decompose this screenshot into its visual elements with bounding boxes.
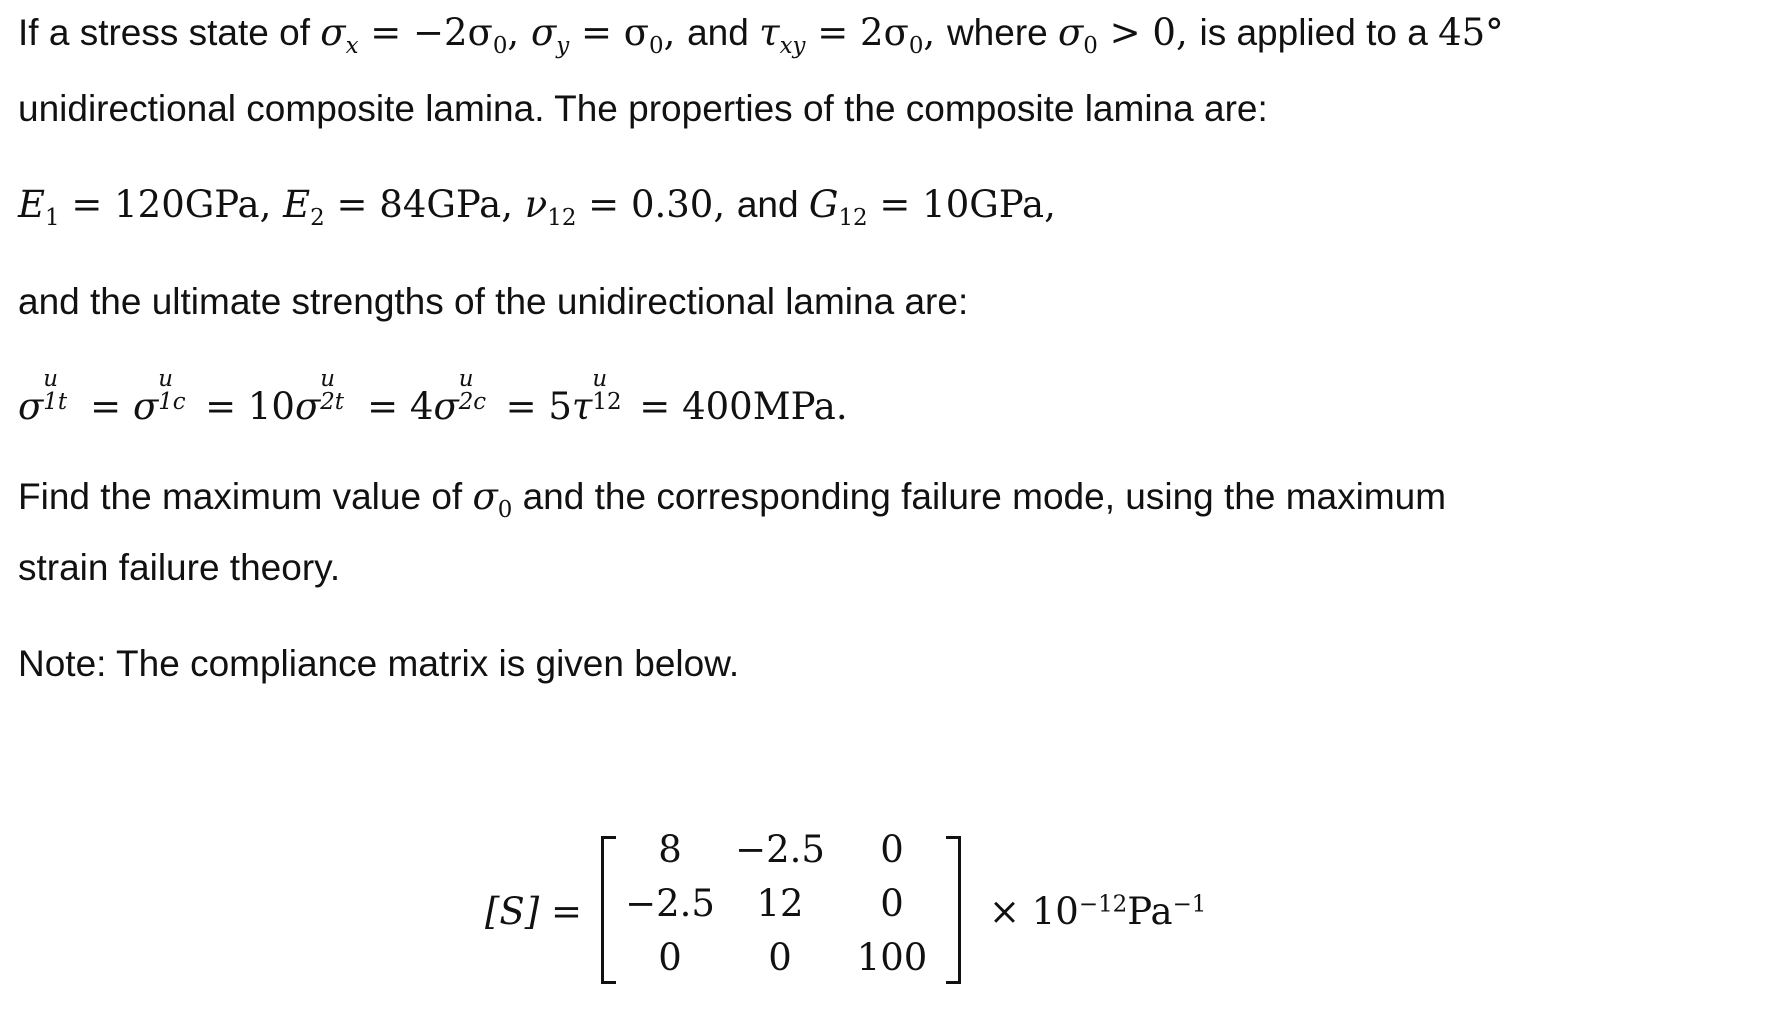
matrix-cell: 0 <box>768 936 792 979</box>
note: Note: The compliance matrix is given below. <box>18 643 740 684</box>
matrix-cell: 0 <box>880 828 904 871</box>
ply-angle: 45° <box>1438 11 1504 54</box>
matrix-cell: −2.5 <box>735 828 825 871</box>
material-properties: $E_1 = 120GPa$, $E_2 = 84GPa$, $\nu_{12} = 0.30$, and $G_{12} = 10GPa$, <box>18 183 1056 232</box>
matrix-scale-factor: × $10^{-12}Pa^{-1}$ <box>989 890 1207 933</box>
matrix-lhs: [S] = <box>485 890 582 933</box>
shear-xy: $\tau_{xy} = 2\sigma_0$, <box>759 11 947 60</box>
problem-statement-line-2: unidirectional composite lamina. The properties of the composite lamina are: <box>18 88 1268 129</box>
problem-statement-line-1 <box>18 11 1504 60</box>
matrix-cell: 0 <box>658 936 682 979</box>
left-bracket <box>601 836 616 984</box>
stress-y: $\sigma_y = \sigma_0$, <box>530 11 688 60</box>
matrix-cell: −2.5 <box>625 882 715 925</box>
compliance-matrix <box>485 828 1285 988</box>
question-line-2: strain failure theory. <box>18 547 341 588</box>
matrix-cell: 100 <box>856 936 928 979</box>
question-line-1: Find the maximum value of $\sigma_0$ and the corresponding failure mode, using the maximum <box>18 475 1447 524</box>
stress-x: $\sigma_x = -2\sigma_0$, <box>320 11 531 60</box>
matrix-body <box>601 828 961 988</box>
matrix-cell: 0 <box>880 882 904 925</box>
text: and <box>687 12 760 53</box>
sigma-zero-condition: $\sigma_0 > 0$, <box>1058 11 1200 60</box>
text: If a stress state of <box>18 12 321 53</box>
strengths-intro: and the ultimate strengths of the unidirectional lamina are: <box>18 281 969 322</box>
text: is applied to a <box>1199 12 1439 53</box>
matrix-cell: 8 <box>658 828 682 871</box>
ultimate-strengths: σ u 1t = σ u 1c = 10σ u 2t = 4σ u 2c = 5τ u 12 = 400MPa. <box>18 365 848 428</box>
matrix-cell: 12 <box>756 882 804 925</box>
text: where <box>946 12 1059 53</box>
right-bracket <box>946 836 961 984</box>
